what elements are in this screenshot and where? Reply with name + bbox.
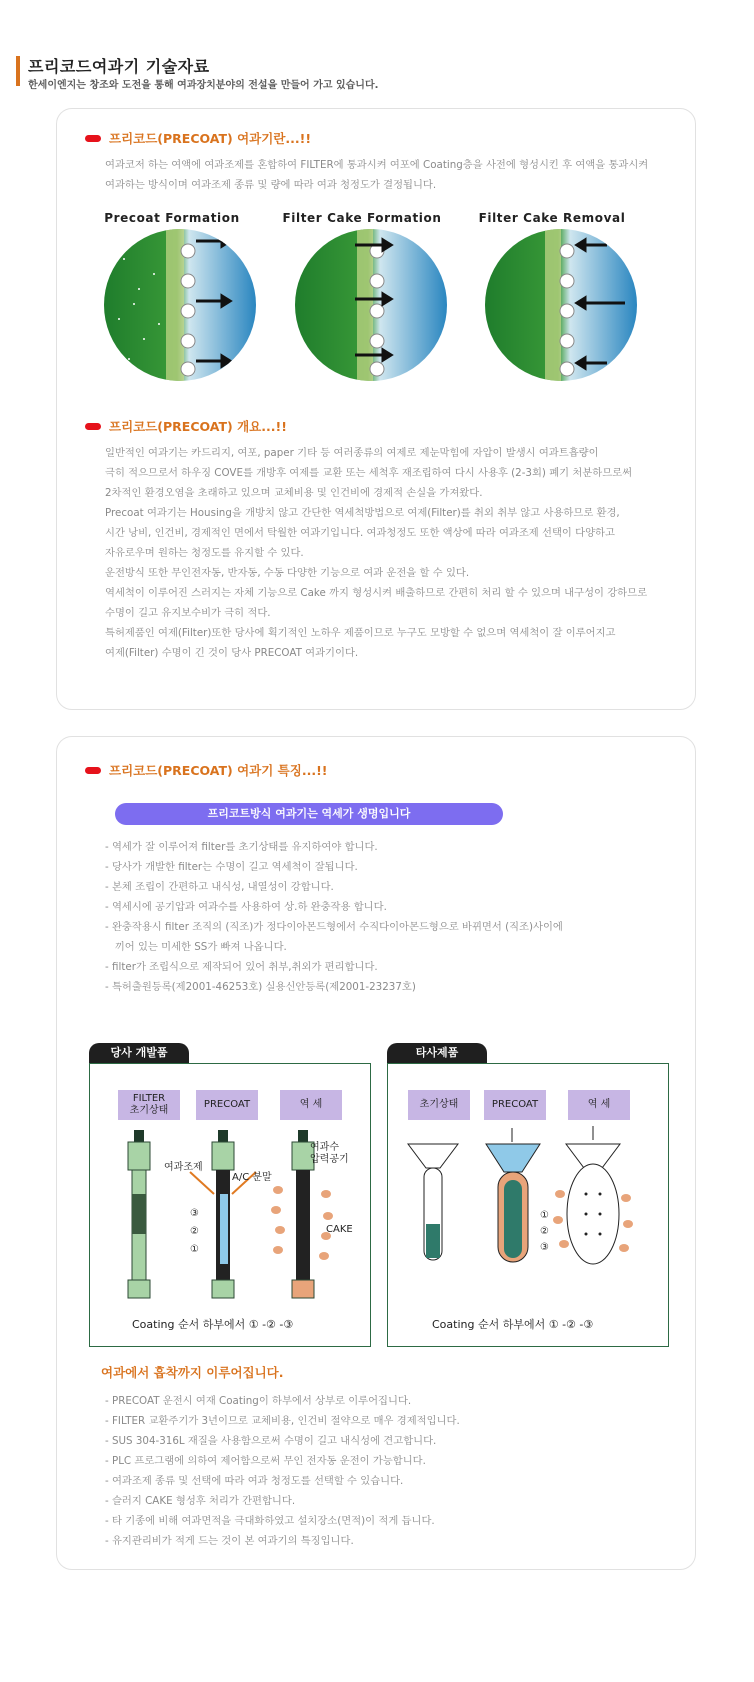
- label-precoat: PRECOAT: [196, 1090, 258, 1120]
- filter-cake-removal-diagram: [485, 229, 637, 381]
- list-item: - 완충작용시 filter 조직의 (직조)가 정다이아몬드형에서 수직다이아몬드형으로 바뀌면서 (직조)사이에: [105, 921, 563, 933]
- header-accent-bar: [16, 56, 20, 86]
- label-backwash: 역 세: [568, 1090, 630, 1120]
- text-line: 수명이 길고 유지보수비가 극히 적다.: [105, 607, 271, 619]
- text-line: 자유로우며 원하는 청정도를 유지할 수 있다.: [105, 547, 304, 559]
- step-number-3: ③: [540, 1242, 549, 1253]
- list-item: - 유지관리비가 적게 드는 것이 본 여과기의 특징입니다.: [105, 1535, 354, 1547]
- bullet-pill-icon: [85, 423, 101, 430]
- step-number-2: ②: [540, 1226, 549, 1237]
- overview-card: [56, 108, 696, 710]
- diagram-label-precoat: Precoat Formation: [104, 211, 240, 225]
- list-item: 끼어 있는 미세한 SS가 빠져 나옵니다.: [105, 941, 287, 953]
- label-precoat: PRECOAT: [484, 1090, 546, 1120]
- text-line: 2차적인 환경오염을 초래하고 있으며 교체비용 및 인건비에 경제적 손실을 가져왔다.: [105, 487, 483, 499]
- list-item: - 슬러지 CAKE 형성후 처리가 간편합니다.: [105, 1495, 296, 1507]
- text-line: 여과하는 방식이며 여과조제 종류 및 량에 따라 여과 청정도가 결정됩니다.: [105, 179, 437, 191]
- diagram-label-cake-formation: Filter Cake Formation: [282, 211, 442, 225]
- list-item: - 본체 조립이 간편하고 내식성, 내열성이 강합니다.: [105, 881, 334, 893]
- text-line: 역세척이 이루어진 스러지는 자체 기능으로 Cake 까지 형성시켜 배출하므로 간편히 처리 할 수 있으며 내구성이 강하므로: [105, 587, 648, 599]
- figure-caption: Coating 순서 하부에서 ① -② -③: [132, 1318, 294, 1331]
- label-initial-state: FILTER 초기상태: [118, 1090, 180, 1120]
- list-item: - 타 기종에 비해 여과면적을 극대화하였고 설치장소(면적)이 적게 듭니다.: [105, 1515, 435, 1527]
- diagram-label-cake-removal: Filter Cake Removal: [478, 211, 626, 225]
- section-title-what-is: 프리코드(PRECOAT) 여과기란...!!: [85, 129, 311, 147]
- text-line: 여제(Filter) 수명이 긴 것이 당사 PRECOAT 여과기이다.: [105, 647, 359, 659]
- advantages-list: [105, 1391, 460, 1551]
- section-title-overview: 프리코드(PRECOAT) 개요...!!: [85, 417, 287, 435]
- list-item: - filter가 조립식으로 제작되어 있어 취부,취외가 편리합니다.: [105, 961, 378, 973]
- step-number-2: ②: [190, 1226, 199, 1237]
- list-item: - 역세가 잘 이루어져 filter를 초기상태를 유지하여야 합니다.: [105, 841, 378, 853]
- figure-tab-other-product: 타사제품: [387, 1043, 487, 1063]
- section-title-features: 프리코드(PRECOAT) 여과기 특징...!!: [85, 761, 327, 779]
- text-line: 여과코저 하는 여액에 여과조제를 혼합하여 FILTER에 통과시켜 여포에 Coating층을 사전에 형성시킨 후 여액을 통과시켜: [105, 159, 649, 171]
- list-item: - FILTER 교환주기가 3년이므로 교체비용, 인건비 절약으로 매우 경제적입니다.: [105, 1415, 460, 1427]
- text-line: 운전방식 또한 무인전자동, 반자동, 수동 다양한 기능으로 여과 운전을 할 수 있다.: [105, 567, 470, 579]
- list-item: - 여과조제 종류 및 선택에 따라 여과 청정도를 선택할 수 있습니다.: [105, 1475, 404, 1487]
- callout-cake: CAKE: [326, 1224, 353, 1235]
- figure-caption: Coating 순서 하부에서 ① -② -③: [432, 1318, 594, 1331]
- figure-our-product: [89, 1063, 371, 1347]
- filter-cake-formation-diagram: [295, 229, 447, 381]
- list-item: - 역세시에 공기압과 여과수를 사용하여 상.하 완충작용 합니다.: [105, 901, 387, 913]
- text-line: 특허제품인 여제(Filter)또한 당사에 획기적인 노하우 제품이므로 누구도 모방할 수 없으며 역세척이 잘 이루어지고: [105, 627, 616, 639]
- list-item: - 특허출원등록(제2001-46253호) 실용신안등록(제2001-23237호): [105, 981, 416, 993]
- bullet-pill-icon: [85, 135, 101, 142]
- text-line: 일반적인 여과기는 카드리지, 여포, paper 기타 등 여러종류의 여제로 제눈막힘에 자압이 발생시 여과트흡량이: [105, 447, 599, 459]
- text-line: Precoat 여과기는 Housing을 개방치 않고 간단한 역세척방법으로 여제(Filter)를 취외 취부 않고 사용하므로 환경,: [105, 507, 620, 519]
- overview-paragraph: [105, 443, 647, 663]
- callout-compressed-air: 압력공기: [310, 1154, 349, 1165]
- list-item: - PLC 프로그램에 의하여 제어함으로써 무인 전자동 운전이 가능합니다.: [105, 1455, 426, 1467]
- list-item: - 당사가 개발한 filter는 수명이 길고 역세척이 잘됩니다.: [105, 861, 358, 873]
- figure-tab-our-product: 당사 개발품: [89, 1043, 189, 1063]
- page-title: 프리코드여과기 기술자료: [28, 57, 210, 76]
- callout-filtrate: 여과수: [310, 1142, 339, 1153]
- callout-ac-powder: A/C 분말: [232, 1172, 272, 1183]
- text-line: 시간 낭비, 인건비, 경제적인 면에서 탁월한 여과기입니다. 여과청정도 또한 액상에 따라 여과조제 선택이 다양하고: [105, 527, 615, 539]
- bullet-pill-icon: [85, 767, 101, 774]
- section-title-adsorption: 여과에서 흡착까지 이루어집니다.: [101, 1365, 284, 1380]
- callout-filter-aid: 여과조제: [164, 1162, 203, 1173]
- label-initial-state: 초기상태: [408, 1090, 470, 1120]
- backwash-banner: 프리코트방식 여과기는 역세가 생명입니다: [115, 803, 503, 825]
- list-item: - PRECOAT 운전시 여재 Coating이 하부에서 상부로 이루어집니다.: [105, 1395, 412, 1407]
- intro-paragraph: [105, 155, 648, 195]
- precoat-formation-diagram: [104, 229, 256, 381]
- features-card: [56, 736, 696, 1570]
- step-number-1: ①: [540, 1210, 549, 1221]
- step-number-3: ③: [190, 1208, 199, 1219]
- list-item: - SUS 304-316L 재질을 사용함으로써 수명이 길고 내식성에 견고합니다.: [105, 1435, 437, 1447]
- step-number-1: ①: [190, 1244, 199, 1255]
- text-line: 극히 적으므로서 하우징 COVE를 개방후 여제를 교환 또는 세척후 재조립하여 다시 사용후 (2-3회) 폐기 처분하므로써: [105, 467, 633, 479]
- figure-other-product: [387, 1063, 669, 1347]
- competitor-filter-drawing: [388, 1124, 668, 1304]
- features-list: [105, 837, 563, 997]
- page-subtitle: 한세이엔지는 창조와 도전을 통해 여과장치분야의 전설을 만들어 가고 있습니다.: [28, 80, 379, 91]
- label-backwash: 역 세: [280, 1090, 342, 1120]
